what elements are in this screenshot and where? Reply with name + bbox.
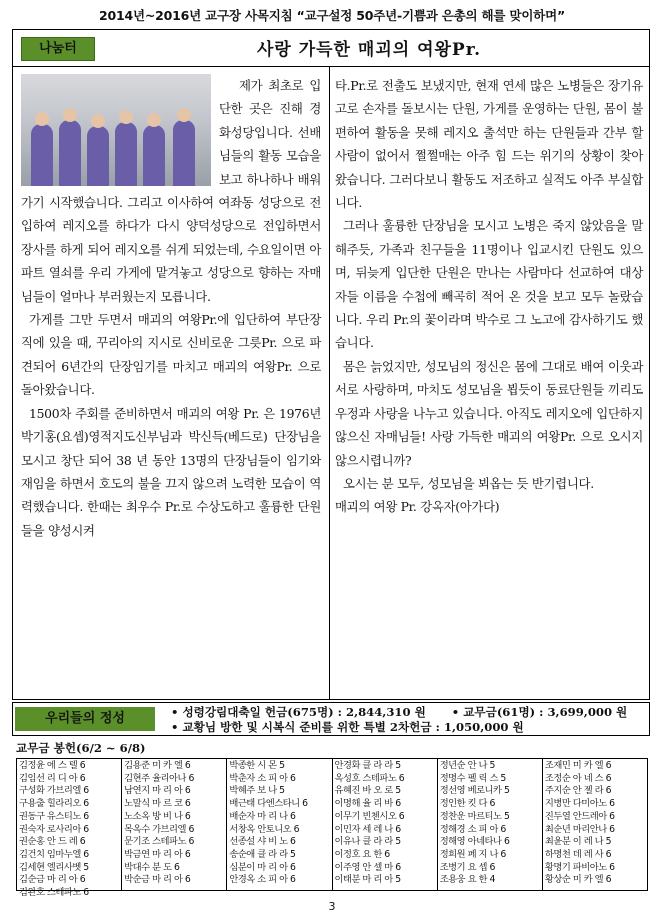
offering-box: [12, 702, 650, 736]
column-divider: [329, 66, 330, 699]
donor-entry: 정희원 페 지 나 6: [439, 848, 506, 860]
donor-table: [16, 758, 648, 899]
donor-entry: 권동구 유스티노 6: [19, 810, 89, 822]
page-number: 3: [328, 900, 336, 913]
donor-entry: 정찬운 마르티노 5: [439, 810, 510, 822]
donor-entry: 목옥수 가브리엘 6: [124, 823, 194, 835]
donor-entry: 노소옥 방 비 나 6: [124, 810, 191, 822]
donor-entry: 서창옥 안토니오 6: [229, 823, 300, 835]
donor-entry: 이태분 마 리 아 5: [334, 874, 401, 886]
paragraph: 타.Pr.로 전출도 보냈지만, 현재 연세 많은 노병들은 장기유고로 손자를 돌보시는 단원, 가게를 운영하는 단원, 몸이 불편하여 활동을 못해 레지오 출석만 하는 단원들과 간부 할 사람이 없어서 쩔쩔매는 아주 힘 드는 위기의 상황이 찾아왔습니다. 그러다보니 활동도 저조하고 실적도 아주 부실합니다.: [335, 78, 643, 211]
donor-entry: 황상순 미 카 엘 6: [544, 874, 611, 886]
donor-entry: 박춘자 소 피 아 6: [229, 772, 296, 784]
donor-entry: 박대수 분 도 6: [124, 861, 180, 873]
right-column: [335, 74, 643, 519]
donor-entry: 이민자 세 레 나 6: [334, 823, 401, 835]
donor-entry: 심분이 마 리 아 6: [229, 861, 296, 873]
donor-entry: 안경화 클 라 라 5: [334, 760, 401, 771]
donor-entry: 박순금 마 리 아 6: [124, 874, 191, 886]
article-title: 사랑 가득한 매괴의 여왕Pr.: [256, 40, 482, 60]
donor-entry: 노말식 마 르 코 6: [124, 798, 191, 810]
donor-entry: 주지순 안 젤 라 6: [544, 785, 611, 797]
donor-entry: 박금연 마 리 아 6: [124, 848, 191, 860]
article-header: [13, 30, 649, 67]
donor-entry: 정해영 아네타나 6: [439, 836, 510, 848]
donor-entry: 박종한 시 몬 5: [229, 760, 285, 771]
donor-entry: 박혜주 보 나 5: [229, 785, 285, 797]
donor-entry: 이무기 빈첸시오 6: [334, 810, 405, 822]
donor-entry: 배근태 다엔스타니 6: [229, 798, 308, 810]
donor-entry: 김임선 리 디 아 6: [19, 772, 86, 784]
donor-entry: 지병만 다미아노 6: [544, 798, 615, 810]
pentecost-offering: • 성령강림대축일 헌금(675명) : 2,844,310 원: [171, 705, 426, 719]
donor-column: [438, 759, 543, 890]
article-frame: [12, 29, 650, 700]
donor-entry: 이주영 안 셀 마 6: [334, 861, 401, 873]
donor-entry: 선종설 샤 비 노 6: [229, 836, 296, 848]
paragraph: 그러나 훌륭한 단장님을 모시고 노병은 죽지 않았음을 말해주듯, 가족과 친구들을 11명이나 입교시킨 단원도 있으며, 뒤늦게 입단한 단원은 만나는 사람마다 선교하여 대상자들 이름을 수첩에 빼곡히 적어 온 것을 보고 모두 놀랐습니다. 우리 Pr.의 꽃이라며 박수로 그 노고에 감사하기도 했습니다.: [335, 218, 643, 351]
header-line: 2014년~2016년 교구장 사목지침 “교구설정 50주년-기쁨과 은총의 해를 맞이하며”: [99, 8, 565, 23]
special-offering: • 교황님 방한 및 시복식 준비를 위한 특별 2차헌금 : 1,050,000 원: [171, 720, 524, 734]
donor-entry: 구성화 가브리엘 6: [19, 785, 89, 797]
donation-heading: 교무금 봉헌(6/2 ~ 6/8): [16, 741, 146, 755]
donor-entry: 이정호 요 한 6: [334, 848, 390, 860]
donor-entry: 황명기 파비아노 6: [544, 861, 615, 873]
donor-entry: 권숙자 로사리아 6: [19, 823, 89, 835]
donor-entry: 유혜진 바 오 로 5: [334, 785, 401, 797]
donor-entry: 문기조 스테파노 6: [124, 836, 194, 848]
donor-entry: 안경옥 소 피 아 6: [229, 874, 296, 886]
donor-entry: 송순애 클 라 라 5: [229, 848, 296, 860]
donor-column: [333, 759, 438, 890]
donor-entry: 조정순 아 네 스 6: [544, 772, 611, 784]
donor-entry: 하명천 데 레 사 6: [544, 848, 611, 860]
donor-entry: 이유나 클 라 라 5: [334, 836, 401, 848]
offering-tag: 우리들의 정성: [15, 707, 155, 731]
donor-column: [17, 759, 122, 899]
donor-entry: 김정윤 에 스 텔 6: [19, 760, 86, 771]
donor-entry: 김용준 미 카 엘 6: [124, 760, 191, 771]
paragraph: 몸은 늙었지만, 성모님의 정신은 몸에 그대로 배여 이웃과 서로 사랑하며, 마치도 성모님을 뵙듯이 동료단원들 끼리도 우정과 사랑을 나누고 있습니다. 아직도 레지오에 입단하지 않으신 자매님들! 사랑 가득한 매괴의 여왕Pr. 으로 오시지 않으시렵니까?: [335, 358, 643, 468]
donor-entry: 김순금 마 리 아 6: [19, 874, 86, 886]
donor-entry: 정명수 펠 릭 스 5: [439, 772, 506, 784]
left-column: [21, 74, 321, 542]
donor-entry: 정선영 베로니카 5: [439, 785, 510, 797]
donor-entry: 조재민 미 카 엘 6: [544, 760, 611, 771]
donor-entry: 이명해 율 리 바 6: [334, 798, 401, 810]
donor-entry: 배순자 마 리 나 6: [229, 810, 296, 822]
donor-entry: 구용출 힐라리오 6: [19, 798, 89, 810]
donor-entry: 김완호 스테파노 6: [19, 887, 89, 899]
donor-entry: 옥성호 스테파노 6: [334, 772, 405, 784]
donor-entry: 조용웅 요 한 4: [439, 874, 495, 886]
donor-column: [122, 759, 227, 890]
donor-column: [543, 759, 647, 890]
group-photo: [21, 74, 211, 186]
parish-dues: • 교무금(61명) : 3,699,000 원: [451, 705, 628, 719]
offering-line-1: [171, 704, 627, 720]
donor-entry: 정년순 안 나 5: [439, 760, 495, 771]
donor-entry: 최윤분 이 레 나 5: [544, 836, 611, 848]
paragraph: 1500차 주회를 준비하면서 매괴의 여왕 Pr. 은 1976년 박기홍(요셉)영적지도신부님과 박신득(베드로) 단장님을 모시고 창단 되어 38 년 동안 13명의 단장님들이 임기와 재임을 하면서 호도의 불을 끄지 않으려 노력한 모습이 역력했습니다. 한때는 최우수 Pr.로 수상도하고 훌륭한 단원들을 양성시켜: [21, 405, 321, 538]
donor-entry: 김현주 율리아나 6: [124, 772, 194, 784]
donor-entry: 조병기 요 셉 6: [439, 861, 495, 873]
donor-entry: 정해경 소 피 아 6: [439, 823, 506, 835]
donor-entry: 최순년 마리안나 6: [544, 823, 615, 835]
donor-entry: 권순홍 안 드 레 6: [19, 836, 86, 848]
donor-entry: 진두열 안드레아 6: [544, 810, 615, 822]
signature: 매괴의 여왕 Pr. 강옥자(아가다): [335, 499, 500, 515]
donor-entry: 남연지 마 리 아 6: [124, 785, 191, 797]
paragraph: 가게를 그만 두면서 매괴의 여왕Pr.에 입단하여 부단장 직에 있을 때, 꾸리아의 지시로 신비로운 그릇Pr. 으로 파견되어 6년간의 단장임기를 마치고 매괴의 여왕Pr. 으로 돌아왔습니다.: [21, 312, 321, 398]
donor-entry: 김건치 임마누엘 6: [19, 848, 89, 860]
section-tag: 나눔터: [21, 37, 95, 61]
paragraph: 오시는 분 모두, 성모님을 뵈옵는 듯 반기렵니다.: [343, 475, 594, 491]
donor-entry: 정인한 킷 다 6: [439, 798, 495, 810]
donor-entry: 김세현 엘리사벳 5: [19, 861, 89, 873]
donor-column: [227, 759, 332, 890]
paragraph: 제가 최초로 입단한 곳은 진해 경화성당입니다. 선배님들의 활동 모습을 보고 하나하나 배워가기 시작했습니다. 그리고 이사하여 여좌동 성당으로 전입하여 레지오를 하다가 다시 양덕성당으로 전입하면서 장사를 하게 되어 레지오를 쉬게 되었는데, 수요일이면 아파트 열쇠를 우리 가게에 맡겨놓고 성당으로 향하는 자매님들이 얼마나 부러웠는지 모릅니다.: [21, 78, 321, 304]
